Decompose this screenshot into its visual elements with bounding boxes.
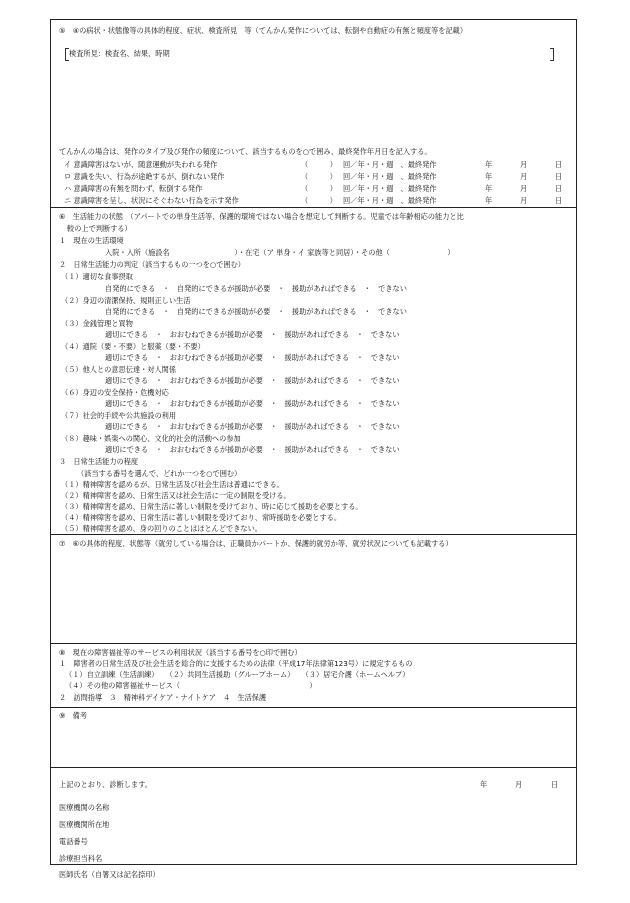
year-label: 年 bbox=[485, 184, 493, 193]
sign-month-label: 月 bbox=[515, 780, 523, 789]
diagnosis-statement: 上記のとおり、診断します。 bbox=[59, 780, 152, 789]
ability-item-options[interactable]: 自発的にできる ・ 自発的にできるが援助が必要 ・ 援助があればできる ・ できない bbox=[105, 284, 407, 293]
section-6-header: ⑥ 生活能力の状態 （アパートでの単身生活等、保護的環境ではない場合を想定して判断する。児童では年齢相応の能力と比 bbox=[59, 212, 464, 221]
month-label: 月 bbox=[520, 184, 528, 193]
month-label: 月 bbox=[520, 196, 528, 205]
section-5-header: ⑤ ④の病状・状態像等の具体的程度、症状、検査所見 等（てんかん発作については、転倒や自動症の有無と頻度等を記載） bbox=[59, 26, 468, 35]
ability-item-options[interactable]: 適切にできる ・ おおむねできるが援助が必要 ・ 援助があればできる ・ できない bbox=[105, 330, 400, 339]
section-9 bbox=[51, 708, 576, 768]
year-label: 年 bbox=[485, 196, 493, 205]
living-environment-options[interactable]: 入院・入所（施設名 ）・在宅（ア 単身・イ 家族等と同居）・その他（ ） bbox=[105, 248, 455, 257]
seizure-type-label: ハ 意識障害の有無を問わず、転倒する発作 bbox=[64, 184, 203, 193]
ability-item-options[interactable]: 適切にできる ・ おおむねできるが援助が必要 ・ 援助があればできる ・ できない bbox=[105, 445, 400, 454]
day-label: 日 bbox=[555, 172, 563, 181]
sign-day-label: 日 bbox=[551, 780, 559, 789]
seizure-frequency-options[interactable]: 回／年・月・週 、最終発作 bbox=[343, 196, 437, 205]
ability-item-title: （７）社会的手続や公共施設の利用 bbox=[61, 411, 177, 420]
daily-life-judgment-title: ２ 日常生活能力の判定（該当するもの一つを○で囲む） bbox=[59, 260, 245, 269]
degree-option[interactable]: （１）精神障害を認めるが、日常生活及び社会生活は普通にできる。 bbox=[61, 480, 284, 489]
other-service-options[interactable]: ２ 訪問指導 ３ 精神科デイケア・ナイトケア ４ 生活保護 bbox=[59, 693, 267, 702]
seizure-type-label: ニ 意識障害を呈し、状況にそぐわない行為を示す発作 bbox=[64, 196, 239, 205]
seizure-type-label: ロ 意識を失い、行為が途絶するが、倒れない発作 bbox=[64, 172, 225, 181]
daily-life-degree-title: ３ 日常生活能力の程度 bbox=[59, 457, 139, 466]
seizure-type-label: イ 意識障害はないが、随意運動が失われる発作 bbox=[64, 160, 218, 169]
daily-life-degree-instruction: （該当する番号を選んで、どれか一つを○で囲む） bbox=[77, 469, 242, 478]
degree-option[interactable]: （３）精神障害を認め、日常生活に著しい制限を受けており、時に応じて援助を必要とする。 bbox=[61, 502, 363, 511]
year-label: 年 bbox=[485, 172, 493, 181]
section-8 bbox=[51, 644, 576, 708]
department-field[interactable]: 診療担当科名 bbox=[59, 854, 103, 863]
doctor-name-field[interactable]: 医師氏名（自署又は記名捺印） bbox=[59, 870, 160, 879]
section-7 bbox=[51, 535, 576, 644]
seizure-frequency-options[interactable]: 回／年・月・週 、最終発作 bbox=[343, 172, 437, 181]
day-label: 日 bbox=[555, 160, 563, 169]
year-label: 年 bbox=[485, 160, 493, 169]
work-status-field[interactable] bbox=[59, 553, 569, 639]
seizure-frequency-options[interactable]: 回／年・月・週 、最終発作 bbox=[343, 184, 437, 193]
ability-item-title: （８）趣味・娯楽への関心、文化的社会的活動への参加 bbox=[61, 434, 241, 443]
section-7-header: ⑦ ⑥の具体的程度、状態等（就労している場合は、正職員かパートか、保護的就労か等、就労状況についても記載する） bbox=[59, 539, 453, 548]
seizure-count-field[interactable]: （ ） bbox=[301, 172, 337, 181]
epilepsy-instructions: てんかんの場合は、発作のタイプ及び発作の頻度について、該当するものを○で囲み、最終発作年月日を記入する。 bbox=[59, 147, 432, 156]
day-label: 日 bbox=[555, 196, 563, 205]
ability-item-title: （４）通院（要・不要）と服薬（要・不要） bbox=[61, 342, 205, 351]
sign-year-label: 年 bbox=[480, 780, 488, 789]
ability-item-title: （２）身辺の清潔保持、規則正しい生活 bbox=[61, 296, 191, 305]
ability-item-title: （６）身辺の安全保持・危機対応 bbox=[61, 388, 169, 397]
ability-item-title: （５）他人との意思伝達・対人関係 bbox=[61, 365, 177, 374]
ability-item-options[interactable]: 適切にできる ・ おおむねできるが援助が必要 ・ 援助があればできる ・ できない bbox=[105, 376, 400, 385]
diagnosis-form bbox=[50, 19, 577, 879]
section-5 bbox=[51, 20, 576, 208]
ability-item-title: （３）金銭管理と買物 bbox=[61, 319, 133, 328]
ability-item-options[interactable]: 適切にできる ・ おおむねできるが援助が必要 ・ 援助があればできる ・ できない bbox=[105, 399, 400, 408]
day-label: 日 bbox=[555, 184, 563, 193]
welfare-service-options[interactable]: （１）自立訓練（生活訓練） （２）共同生活援助（グループホーム） （３）居宅介護（ホームヘルプ） bbox=[65, 670, 410, 679]
section-6 bbox=[51, 208, 576, 535]
exam-bracket-right bbox=[550, 48, 554, 61]
ability-item-options[interactable]: 適切にできる ・ おおむねできるが援助が必要 ・ 援助があればできる ・ できない bbox=[105, 353, 400, 362]
month-label: 月 bbox=[520, 172, 528, 181]
month-label: 月 bbox=[520, 160, 528, 169]
signature-block bbox=[51, 768, 576, 879]
ability-item-title: （１）適切な食事摂取 bbox=[61, 272, 133, 281]
ability-item-options[interactable]: 自発的にできる ・ 自発的にできるが援助が必要 ・ 援助があればできる ・ できない bbox=[105, 307, 407, 316]
hospital-name-field[interactable]: 医療機関の名称 bbox=[59, 803, 110, 812]
ability-item-options[interactable]: 適切にできる ・ おおむねできるが援助が必要 ・ 援助があればできる ・ できない bbox=[105, 422, 400, 431]
seizure-frequency-options[interactable]: 回／年・月・週 、最終発作 bbox=[343, 160, 437, 169]
remarks-field[interactable] bbox=[59, 723, 569, 763]
seizure-count-field[interactable]: （ ） bbox=[301, 184, 337, 193]
degree-option[interactable]: （４）精神障害を認め、日常生活に著しい制限を受けており、常時援助を必要とする。 bbox=[61, 513, 342, 522]
section-6-header-cont: 較の上で判断する） bbox=[67, 224, 132, 233]
living-environment-title: １ 現在の生活環境 bbox=[59, 236, 124, 245]
welfare-law-services: １ 障害者の日常生活及び社会生活を総合的に支援するための法律（平成17年法律第123号）に規定するもの bbox=[59, 659, 413, 668]
seizure-count-field[interactable]: （ ） bbox=[301, 160, 337, 169]
other-welfare-service[interactable]: （４）その他の障害福祉サービス（ ） bbox=[65, 681, 317, 690]
hospital-address-field[interactable]: 医療機関所在地 bbox=[59, 820, 110, 829]
remarks-header: ⑨ 備考 bbox=[59, 711, 88, 720]
degree-option[interactable]: （２）精神障害を認め、日常生活又は社会生活に一定の制限を受ける。 bbox=[61, 491, 291, 500]
phone-number-field[interactable]: 電話番号 bbox=[59, 837, 88, 846]
section-8-header: ⑧ 現在の障害福祉等のサービスの利用状況（該当する番号を○印で囲む） bbox=[59, 648, 302, 657]
exam-findings-field[interactable]: 検査所見：検査名、結果、時期 bbox=[69, 49, 170, 58]
seizure-count-field[interactable]: （ ） bbox=[301, 196, 337, 205]
degree-option[interactable]: （５）精神障害を認め、身の回りのことはほとんどできない。 bbox=[61, 524, 262, 533]
